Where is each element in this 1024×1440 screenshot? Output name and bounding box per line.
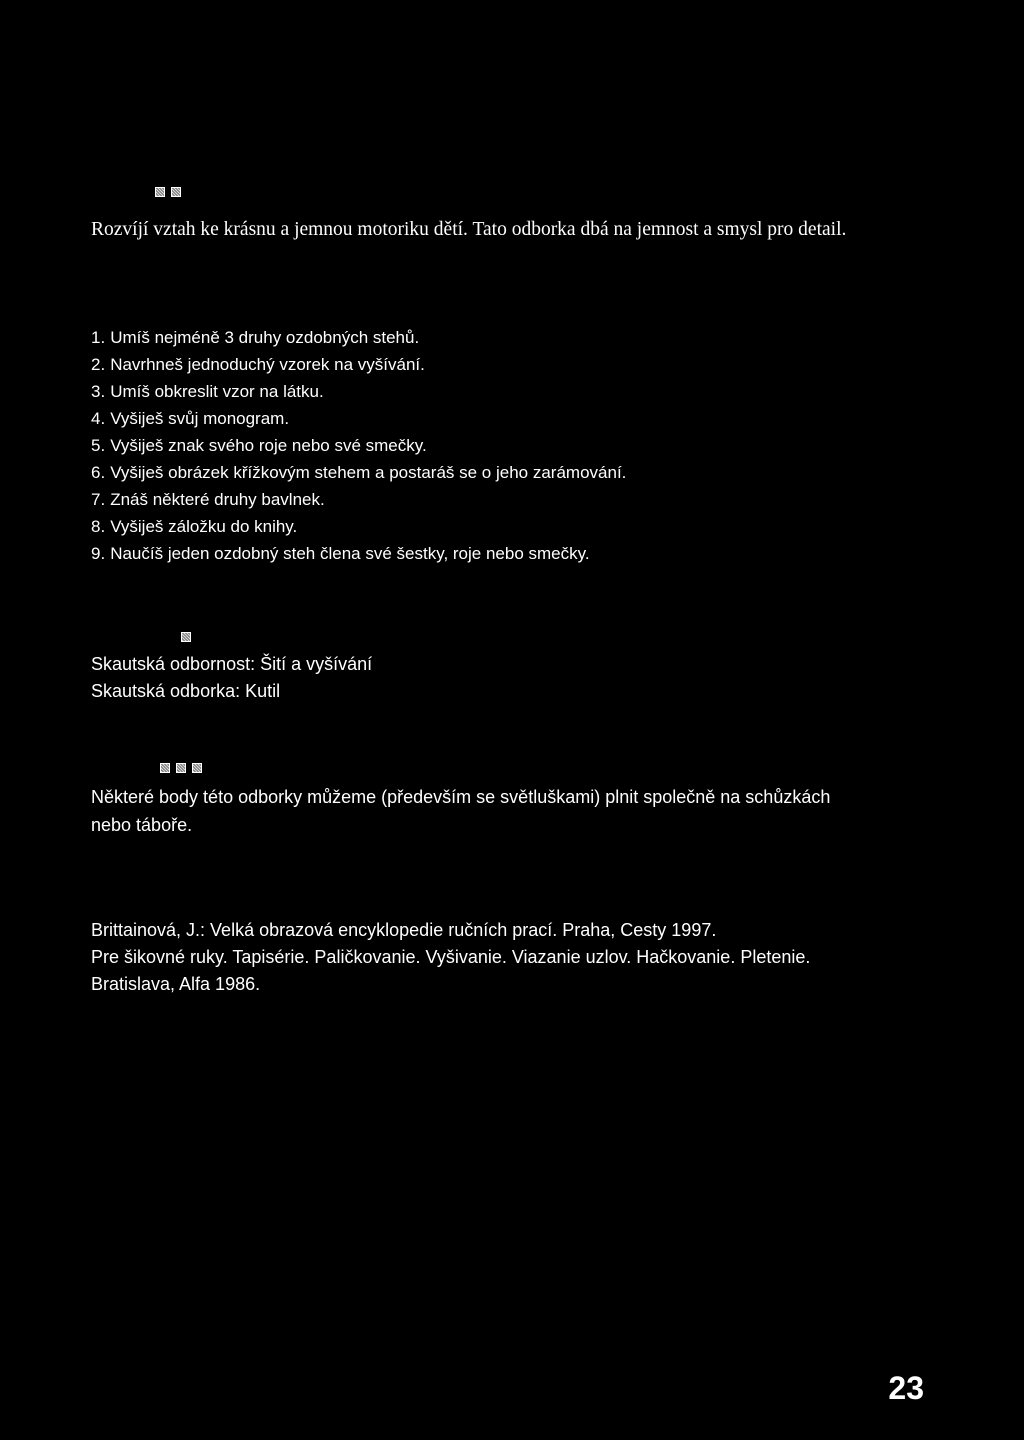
list-item: 4. Vyšiješ svůj monogram. <box>91 409 290 428</box>
bullet-square-icon <box>171 187 181 197</box>
requirements-list <box>91 324 626 567</box>
list-item: 6. Vyšiješ obrázek křížkovým stehem a postaráš se o jeho zarámování. <box>91 463 627 482</box>
literature-line: Brittainová, J.: Velká obrazová encyklopedie ručních prací. Praha, Cesty 1997. <box>91 920 717 940</box>
list-item: 3. Umíš obkreslit vzor na látku. <box>91 382 324 401</box>
bullet-square-icon <box>192 763 202 773</box>
section-marker-two-squares <box>155 187 181 197</box>
section-marker-three-squares <box>160 763 202 773</box>
list-item: 7. Znáš některé druhy bavlnek. <box>91 490 325 509</box>
list-item: 9. Naučíš jeden ozdobný steh člena své šestky, roje nebo smečky. <box>91 544 590 563</box>
note-paragraph-line: nebo táboře. <box>91 815 193 835</box>
related-badge-line: Skautská odborka: Kutil <box>91 681 281 701</box>
section-marker-one-square <box>181 632 191 642</box>
bullet-square-icon <box>181 632 191 642</box>
list-item: 5. Vyšiješ znak svého roje nebo své smečky. <box>91 436 427 455</box>
list-item: 2. Navrhneš jednoduchý vzorek na vyšívání. <box>91 355 425 374</box>
literature-line: Bratislava, Alfa 1986. <box>91 974 261 994</box>
intro-paragraph: Rozvíjí vztah ke krásnu a jemnou motoriku dětí. Tato odborka dbá na jemnost a smysl pro detail. <box>91 219 847 240</box>
page-number: 23 <box>888 1370 924 1406</box>
note-paragraph-line: Některé body této odborky můžeme (především se světluškami) plnit společně na schůzkách <box>91 787 831 807</box>
bullet-square-icon <box>160 763 170 773</box>
related-badge-line: Skautská odbornost: Šití a vyšívání <box>91 654 373 674</box>
bullet-square-icon <box>155 187 165 197</box>
literature-line: Pre šikovné ruky. Tapisérie. Paličkovanie. Vyšivanie. Viazanie uzlov. Hačkovanie. Pletenie. <box>91 947 811 967</box>
list-item: 8. Vyšiješ záložku do knihy. <box>91 517 298 536</box>
list-item: 1. Umíš nejméně 3 druhy ozdobných stehů. <box>91 328 420 347</box>
bullet-square-icon <box>176 763 186 773</box>
